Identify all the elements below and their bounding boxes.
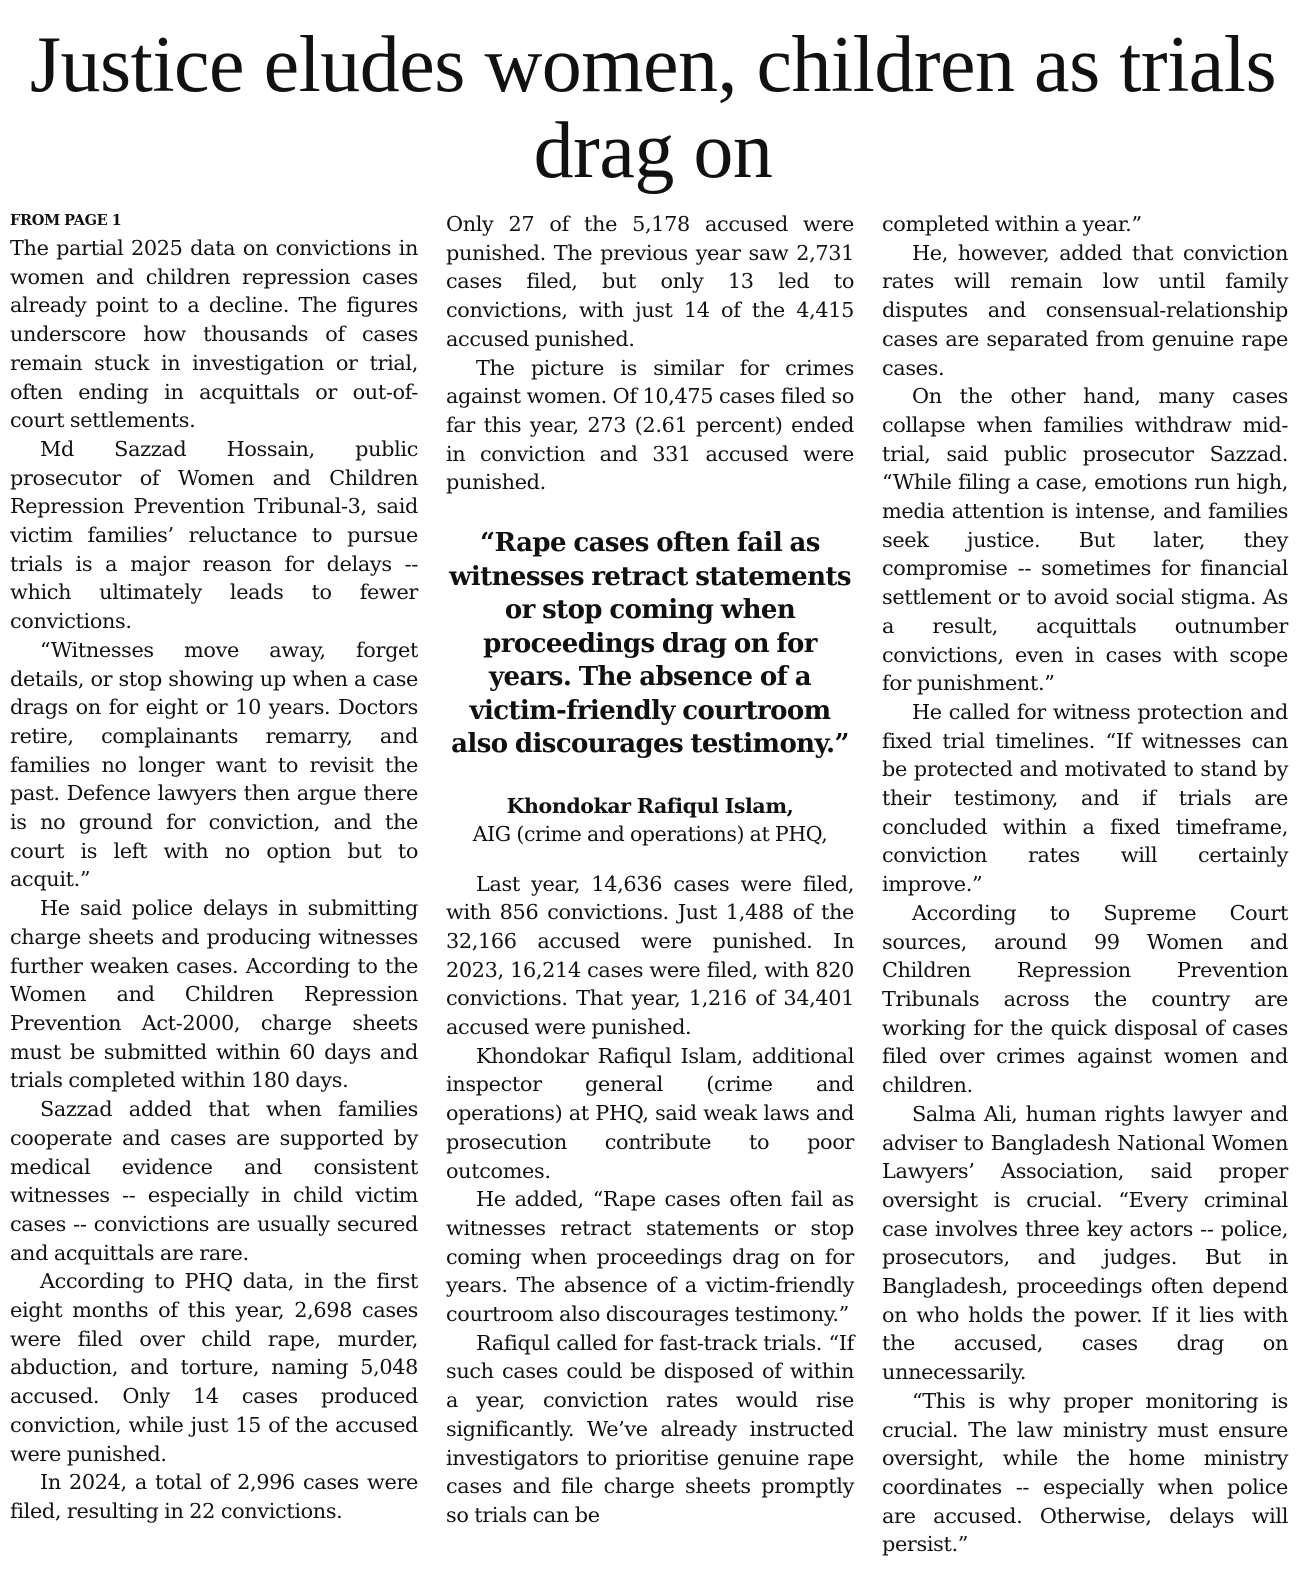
paragraph: Salma Ali, human rights lawyer and adviser to Bangladesh National Women Lawyers’ Association, said proper oversight is crucial. “Every criminal case involves three key actors -- police, prosecutors, and judges. But in Bangladesh, proceedings often depend on who holds the power. If it lies with the accused, cases drag on unnecessarily. (882, 1101, 1288, 1385)
paragraph: The picture is similar for crimes against women. Of 10,475 cases filed so far this year, 273 (2.61 percent) ended in conviction and 331 accused were punished. (446, 355, 854, 495)
paragraph: Khondokar Rafiqul Islam, additional inspector general (crime and operations) at PHQ, said weak laws and prosecution contribute to poor outcomes. (446, 1043, 854, 1183)
paragraph: “Witnesses move away, forget details, or stop showing up when a case drags on for eight or 10 years. Doctors retire, complainants remarry, and families no longer want to revisit the past. Defence lawyers then argue there is no ground for conviction, and the court is left with no option but to acquit.” (10, 637, 418, 892)
paragraph: Sazzad added that when families cooperate and cases are supported by medical evidence and consistent witnesses -- especially in child victim cases -- convictions are usually secured and acquittals are rare. (10, 1097, 418, 1265)
article-column-2 (446, 210, 854, 1530)
pull-quote-title: AIG (crime and operations) at PHQ, (472, 821, 828, 846)
paragraph: completed within a year.” (882, 212, 1142, 236)
paragraph: In 2024, a total of 2,996 cases were filed, resulting in 22 convictions. (10, 1470, 418, 1523)
paragraph: “This is why proper monitoring is crucial. The law ministry must ensure oversight, while the home ministry coordinates -- especially when police are accused. Otherwise, delays will persist.” (882, 1388, 1288, 1557)
paragraph: Md Sazzad Hossain, public prosecutor of Women and Children Repression Prevention Tribunal-3, said victim families’ reluctance to pursue trials is a major reason for delays -- which ultimately leads to fewer convictions. (10, 436, 418, 634)
paragraph: According to Supreme Court sources, around 99 Women and Children Repression Prevention Tribunals across the country are working for the quick disposal of cases filed over crimes against women and children. (882, 900, 1288, 1098)
pull-quote (446, 527, 854, 848)
kicker: FROM PAGE 1 (10, 212, 122, 229)
paragraph: He added, “Rape cases often fail as witnesses retract statements or stop coming when proceedings drag on for years. The absence of a victim-friendly courtroom also discourages testimony.” (446, 1187, 854, 1327)
paragraph: He called for witness protection and fixed trial timelines. “If witnesses can be protected and motivated to stand by their testimony, and if trials are concluded within a fixed timeframe, conviction rates will certainly improve.” (882, 699, 1288, 897)
paragraph: Only 27 of the 5,178 accused were punished. The previous year saw 2,731 cases filed, but only 13 led to convictions, with just 14 of the 4,415 accused punished. (446, 212, 854, 351)
paragraph: He said police delays in submitting charge sheets and producing witnesses further weaken cases. According to the Women and Children Repression Prevention Act-2000, charge sheets must be submitted within 60 days and trials completed within 180 days. (10, 896, 418, 1093)
headline (0, 22, 1306, 194)
article-column-1 (10, 210, 418, 1526)
paragraph: He, however, added that conviction rates will remain low until family disputes and consensual-relationship cases are separated from genuine rape cases. (882, 240, 1288, 380)
article-column-3 (882, 210, 1288, 1559)
pull-quote-text: “Rape cases often fail as witnesses retract statements or stop coming when proceedings drag on for years. The absence of a victim-friendly courtroom also discourages testimony.” (449, 528, 851, 760)
paragraph: On the other hand, many cases collapse when families withdraw mid-trial, said public prosecutor Sazzad. “While filing a case, emotions run high, media attention is intense, and families seek justice. But later, they compromise -- sometimes for financial settlement or to avoid social stigma. As a result, acquittals outnumber convictions, even in cases with scope for punishment.” (882, 384, 1288, 696)
paragraph: According to PHQ data, in the first eight months of this year, 2,698 cases were filed over child rape, murder, abduction, and torture, naming 5,048 accused. Only 14 cases produced conviction, while just 15 of the accused were punished. (10, 1269, 418, 1466)
paragraph: The partial 2025 data on convictions in women and children repression cases already point to a decline. The figures underscore how thousands of cases remain stuck in investigation or trial, often ending in acquittals or out-of-court settlements. (10, 236, 418, 433)
headline-text: Justice eludes women, children as trials drag on (29, 21, 1277, 195)
paragraph: Rafiqul called for fast-track trials. “If such cases could be disposed of within a year, conviction rates would rise significantly. We’ve already instructed investigators to prioritise genuine rape cases and file charge sheets promptly so trials can be (446, 1330, 854, 1527)
paragraph: Last year, 14,636 cases were filed, with 856 convictions. Just 1,488 of the 32,166 accused were punished. In 2023, 16,214 cases were filed, with 820 convictions. That year, 1,216 of 34,401 accused were punished. (446, 871, 854, 1040)
pull-quote-author: Khondokar Rafiqul Islam, (506, 793, 794, 818)
